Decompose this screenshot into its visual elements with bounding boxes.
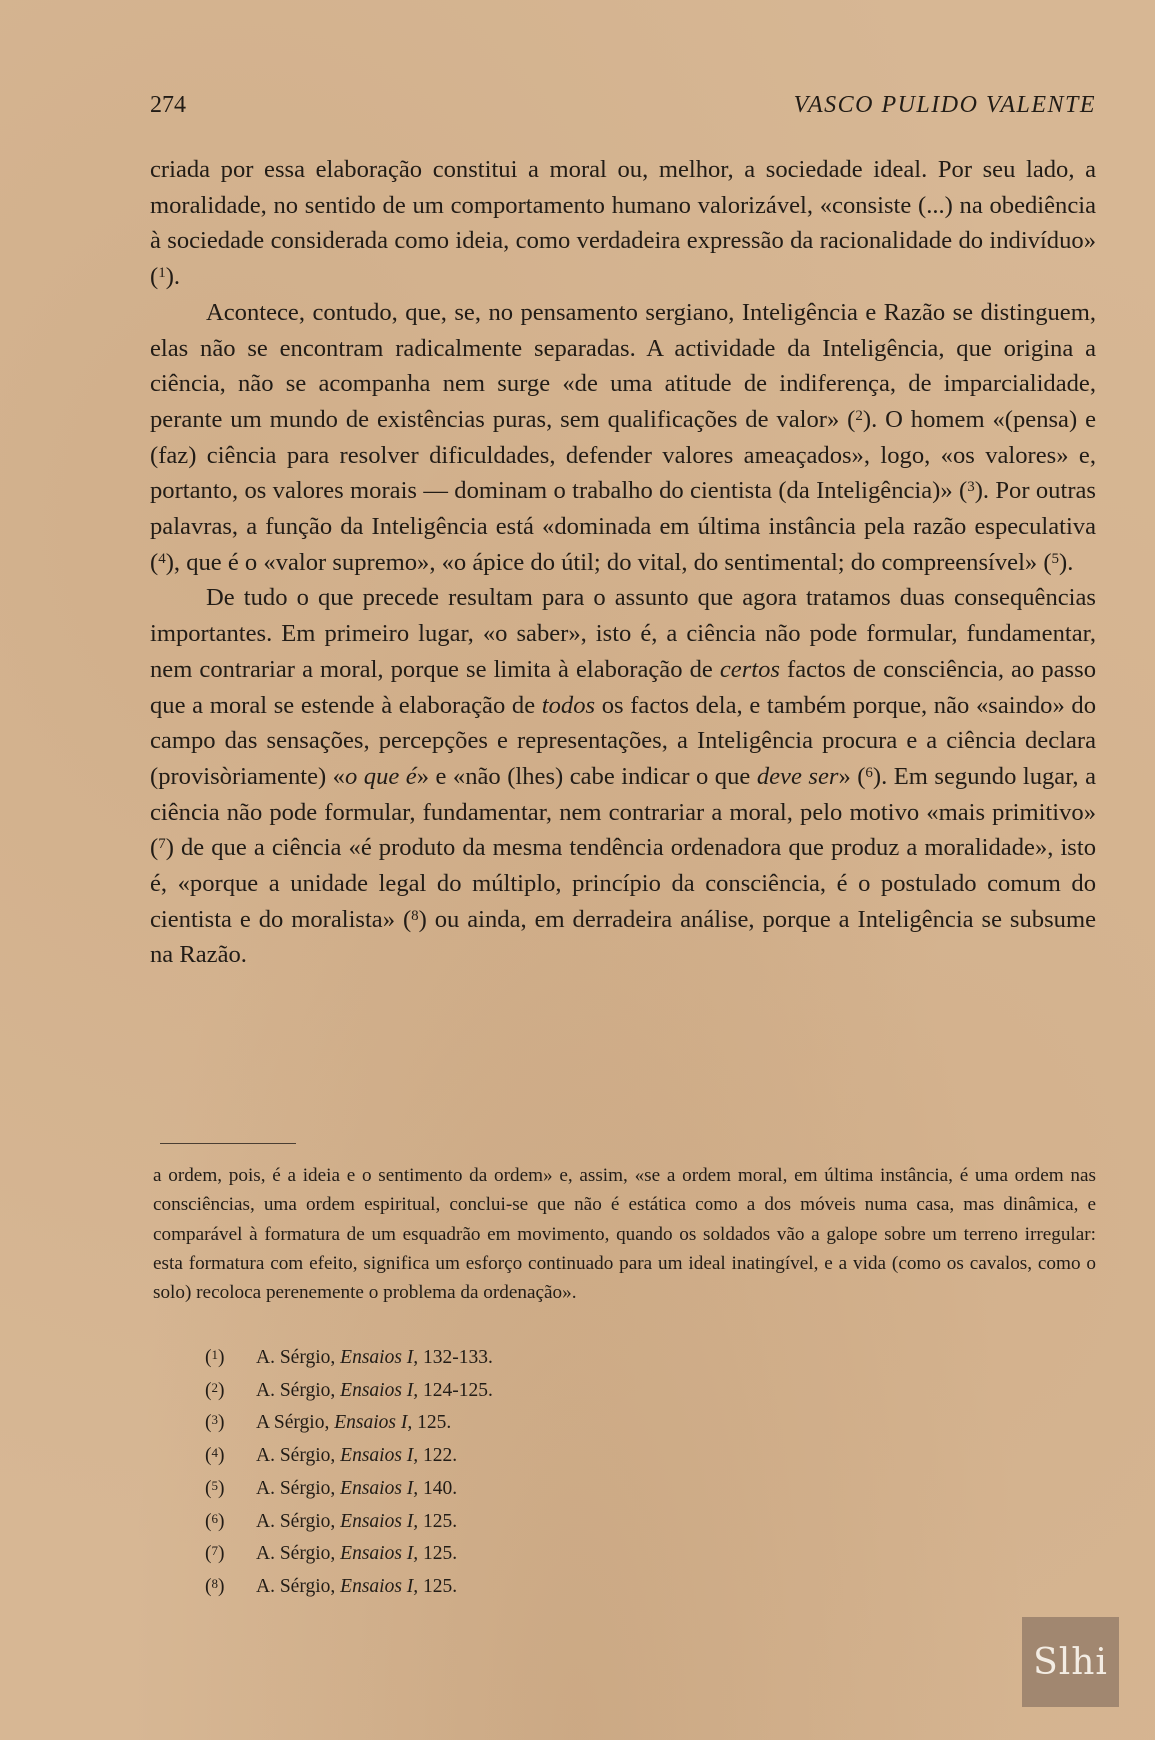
text-run: ) de que a ciência «é produto da mesma tendência ordenadora que produz a moralidade», isto é, «porque a unidade legal do múltiplo, princípio da consciência, é o postulado comum do cientista e do moralista» ( (150, 834, 1096, 933)
footnote-continuation-text: a ordem, pois, é a ideia e o sentimento da ordem» e, assim, «se a ordem moral, em última instância, é uma ordem nas consciências, uma ordem espiritual, conclui-se que não é estática como a dos móveis numa casa, mas dinâmica, e comparável à formatura de um esquadrão em movimento, quando os soldados vão a galope sobre um terreno irregular: esta formatura com efeito, significa um esforço continuado para um ideal inatingível, e a vida (como os cavalos, como o solo) recoloca perenemente o problema da ordenação». (153, 1165, 1096, 1304)
footnote-author: A. Sérgio, (256, 1575, 341, 1597)
main-text (150, 152, 1096, 973)
footnote-pages: 124-125. (418, 1379, 493, 1401)
footnote-item: ($^1$) A. Sérgio, Ensaios I, 132-133. (205, 1347, 493, 1368)
paragraph-1 (150, 152, 1096, 295)
footnote-work: Ensaios I, (340, 1445, 419, 1467)
footnote-ref: 5 (1051, 550, 1060, 567)
italic-term: o que é (344, 762, 417, 790)
footnote-author: A. Sérgio, (256, 1445, 341, 1467)
footnote-pages: 125. (418, 1510, 458, 1532)
footnote-author: A. Sérgio, (256, 1510, 341, 1532)
footnote-work: Ensaios I, (340, 1477, 419, 1499)
footnote-work: Ensaios I, (340, 1347, 419, 1368)
footnote-number: 4 (211, 1445, 218, 1461)
paragraph-3 (150, 580, 1096, 973)
footnote-number: 8 (211, 1575, 218, 1591)
footnote-item: ($^7$) A. Sérgio, Ensaios I, 125. (205, 1543, 458, 1565)
page-header (150, 92, 1096, 119)
footnote-number: 5 (211, 1477, 218, 1493)
footnote-pages: 122. (418, 1445, 458, 1467)
footnote-ref: 3 (967, 479, 975, 496)
text-run: ). Em segundo lugar, a ciência não pode formular, fundamentar, nem contrariar a moral, pelo motivo «mais primitivo» ( (150, 762, 1096, 862)
text-run: ). Por outras palavras, a função da Inteligência está «dominada em última instância pela razão especulativa ( (150, 477, 1096, 576)
footnote-author: A. Sérgio, (256, 1543, 341, 1565)
footnote-work: Ensaios I, (340, 1510, 419, 1532)
footnote-pages: 132-133. (418, 1347, 493, 1368)
footnote-ref: 6 (865, 764, 873, 781)
text-run: criada por essa elaboração constitui a moral ou, melhor, a sociedade ideal. Por seu lado, a moralidade, no sentido de um comportamento humano valorizável, «consiste (...) na obediência à sociedade considerada como ideia, como verdadeira expressão da racionalidade do indivíduo» ( (150, 156, 1096, 291)
footnote-pages: 125. (418, 1543, 458, 1565)
footnote-work: Ensaios I, (334, 1412, 413, 1434)
text-run: Acontece, contudo, que, se, no pensamento sergiano, Inteligência e Razão se distinguem, elas não se encontram radicalmente separadas. A actividade da Inteligência, que origina a ciência, não se acompanha nem surge «de uma atitude de indiferença, de imparcialidade, perante um mundo de existências puras, sem qualificações de valor» ( (150, 298, 1096, 433)
text-run: » ( (838, 762, 866, 790)
footnote-ref: 1 (158, 265, 166, 282)
footnote-item: ($^8$) A. Sérgio, Ensaios I, 125. (205, 1575, 458, 1597)
paragraph-2 (150, 295, 1096, 581)
footnote-pages: 140. (418, 1477, 458, 1499)
footnote-item: ($^6$) A. Sérgio, Ensaios I, 125. (205, 1510, 458, 1532)
footnote-ref: 7 (158, 836, 166, 853)
footnote-ref: 2 (855, 407, 863, 424)
footnote-ref: 4 (158, 550, 166, 567)
italic-term: todos (541, 691, 596, 719)
text-run: os factos dela, e também porque, não «saindo» do campo das sensações, percepções e representações, a Inteligência procura e a ciência declara (provisòriamente) « (150, 691, 1096, 790)
text-run: De tudo o que precede resultam para o assunto que agora tratamos duas consequências importantes. Em primeiro lugar, «o saber», isto é, a ciência não pode formular, fundamentar, nem contrariar a moral, porque se limita à elaboração de (150, 584, 1096, 683)
text-run: factos de consciência, ao passo que a moral se estende à elaboração de (150, 655, 1096, 719)
text-run: ), que é o «valor supremo», «o ápice do útil; do vital, do sentimental; do compreensível» ( (165, 548, 1052, 576)
footnote-number: 6 (211, 1510, 218, 1526)
page-number: 274 (150, 92, 186, 118)
italic-term: certos (719, 655, 780, 683)
footnote-work: Ensaios I, (340, 1379, 419, 1401)
footnote-item: ($^5$) A. Sérgio, Ensaios I, 140. (205, 1477, 458, 1499)
text-run: ). O homem «(pensa) e (faz) ciência para resolver dificuldades, defender valores ameaçados», logo, «os valores» e, portanto, os valores morais — dominam o trabalho do cientista (da Inteligência)» ( (150, 405, 1096, 505)
footnote-work: Ensaios I, (340, 1543, 419, 1565)
footnote-divider (160, 1143, 296, 1144)
italic-term: deve ser (756, 762, 839, 790)
logo-text: Slhi (1033, 1641, 1108, 1683)
footnote-author: A Sérgio, (256, 1412, 335, 1434)
footnote-number: 3 (211, 1412, 218, 1428)
footnote-list (205, 1340, 493, 1602)
text-run: ) ou ainda, em derradeira análise, porque a Inteligência se subsume na Razão. (150, 905, 1096, 969)
footnote-item: ($^3$) A Sérgio, Ensaios I, 125. (205, 1412, 452, 1434)
footnote-number: 2 (211, 1379, 218, 1395)
footnote-work: Ensaios I, (340, 1575, 419, 1597)
footnote-pages: 125. (412, 1412, 452, 1434)
footnote-author: A. Sérgio, (256, 1379, 341, 1401)
footnote-item: ($^4$) A. Sérgio, Ensaios I, 122. (205, 1445, 458, 1467)
footnote-item: ($^2$) A. Sérgio, Ensaios I, 124-125. (205, 1379, 493, 1401)
text-run: ). (165, 263, 181, 291)
footnote-continuation (153, 1161, 1096, 1307)
text-run: » e «não (lhes) cabe indicar o que (416, 762, 757, 790)
footnote-pages: 125. (418, 1575, 458, 1597)
footnote-number: 7 (211, 1543, 218, 1559)
footnote-ref: 8 (411, 907, 419, 924)
footnote-author: A. Sérgio, (256, 1347, 341, 1368)
running-title: VASCO PULIDO VALENTE (793, 92, 1096, 118)
text-run: ). (1059, 548, 1074, 576)
library-logo (1022, 1617, 1119, 1707)
footnote-number: 1 (211, 1347, 218, 1362)
footnote-author: A. Sérgio, (256, 1477, 341, 1499)
